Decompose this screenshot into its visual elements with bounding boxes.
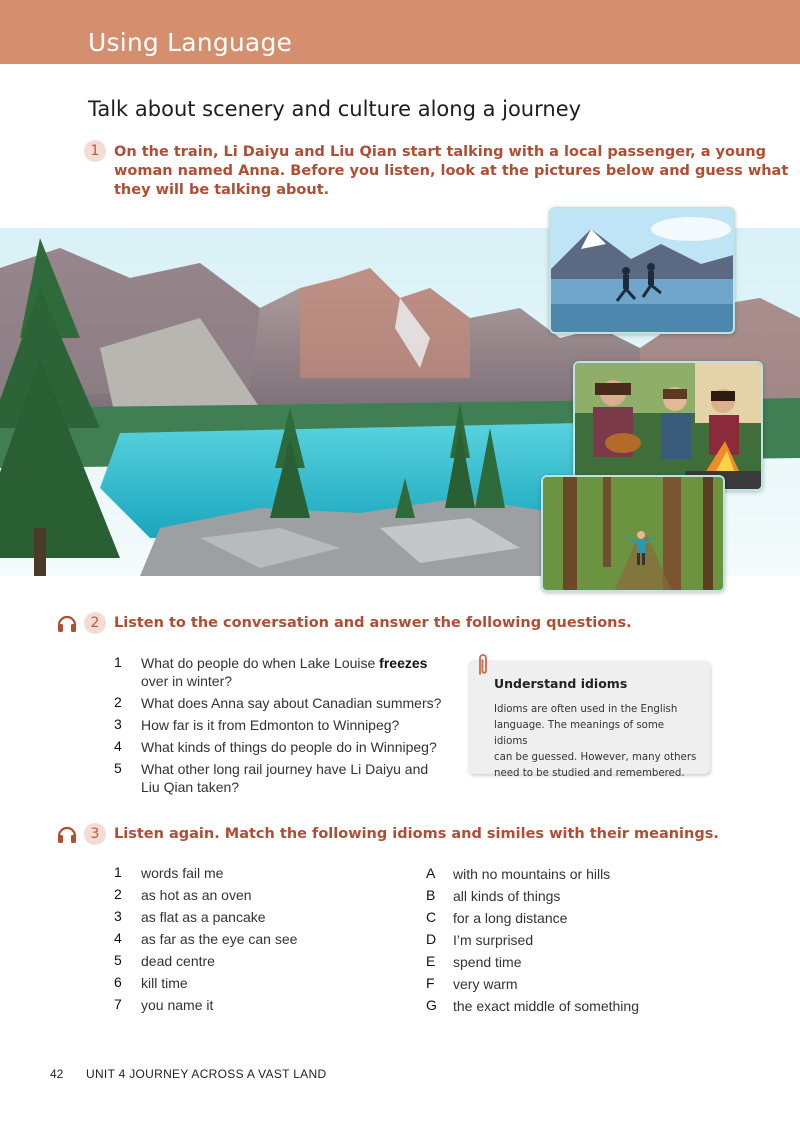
section1-line: On the train, Li Daiyu and Liu Qian start talking with a local passenger, a young: [114, 144, 766, 160]
unit-title: UNIT 4 JOURNEY ACROSS A VAST LAND: [86, 1067, 327, 1081]
section2-instruction: Listen to the conversation and answer the following questions.: [114, 615, 632, 631]
campfire-guitar-photo: [573, 361, 763, 491]
question-number-1: 1: [84, 140, 106, 162]
tip-title: Understand idioms: [494, 676, 628, 691]
ice-skating-photo: [549, 207, 735, 334]
section1-line: they will be talking about.: [114, 182, 330, 198]
forest-walk-photo: [541, 475, 725, 592]
lesson-subtitle: Talk about scenery and culture along a journey: [88, 97, 582, 121]
section1-line: woman named Anna. Before you listen, look at the pictures below and guess what: [114, 163, 789, 179]
headphones-icon: [56, 612, 78, 634]
question-number-2: 2: [84, 612, 106, 634]
question-number-3: 3: [84, 823, 106, 845]
page-number: 42: [50, 1067, 64, 1081]
tip-body: Idioms are often used in the English language. The meanings of some idioms can be guessed. However, many others need to be studied and remembered.: [494, 704, 697, 779]
page-title: Using Language: [88, 28, 293, 57]
paperclip-icon: [474, 652, 492, 678]
section3-instruction: Listen again. Match the following idioms and similes with their meanings.: [114, 826, 719, 842]
tip-box: [468, 660, 710, 779]
headphones-icon: [56, 823, 78, 845]
vocabulary-word: freezes: [379, 655, 428, 671]
